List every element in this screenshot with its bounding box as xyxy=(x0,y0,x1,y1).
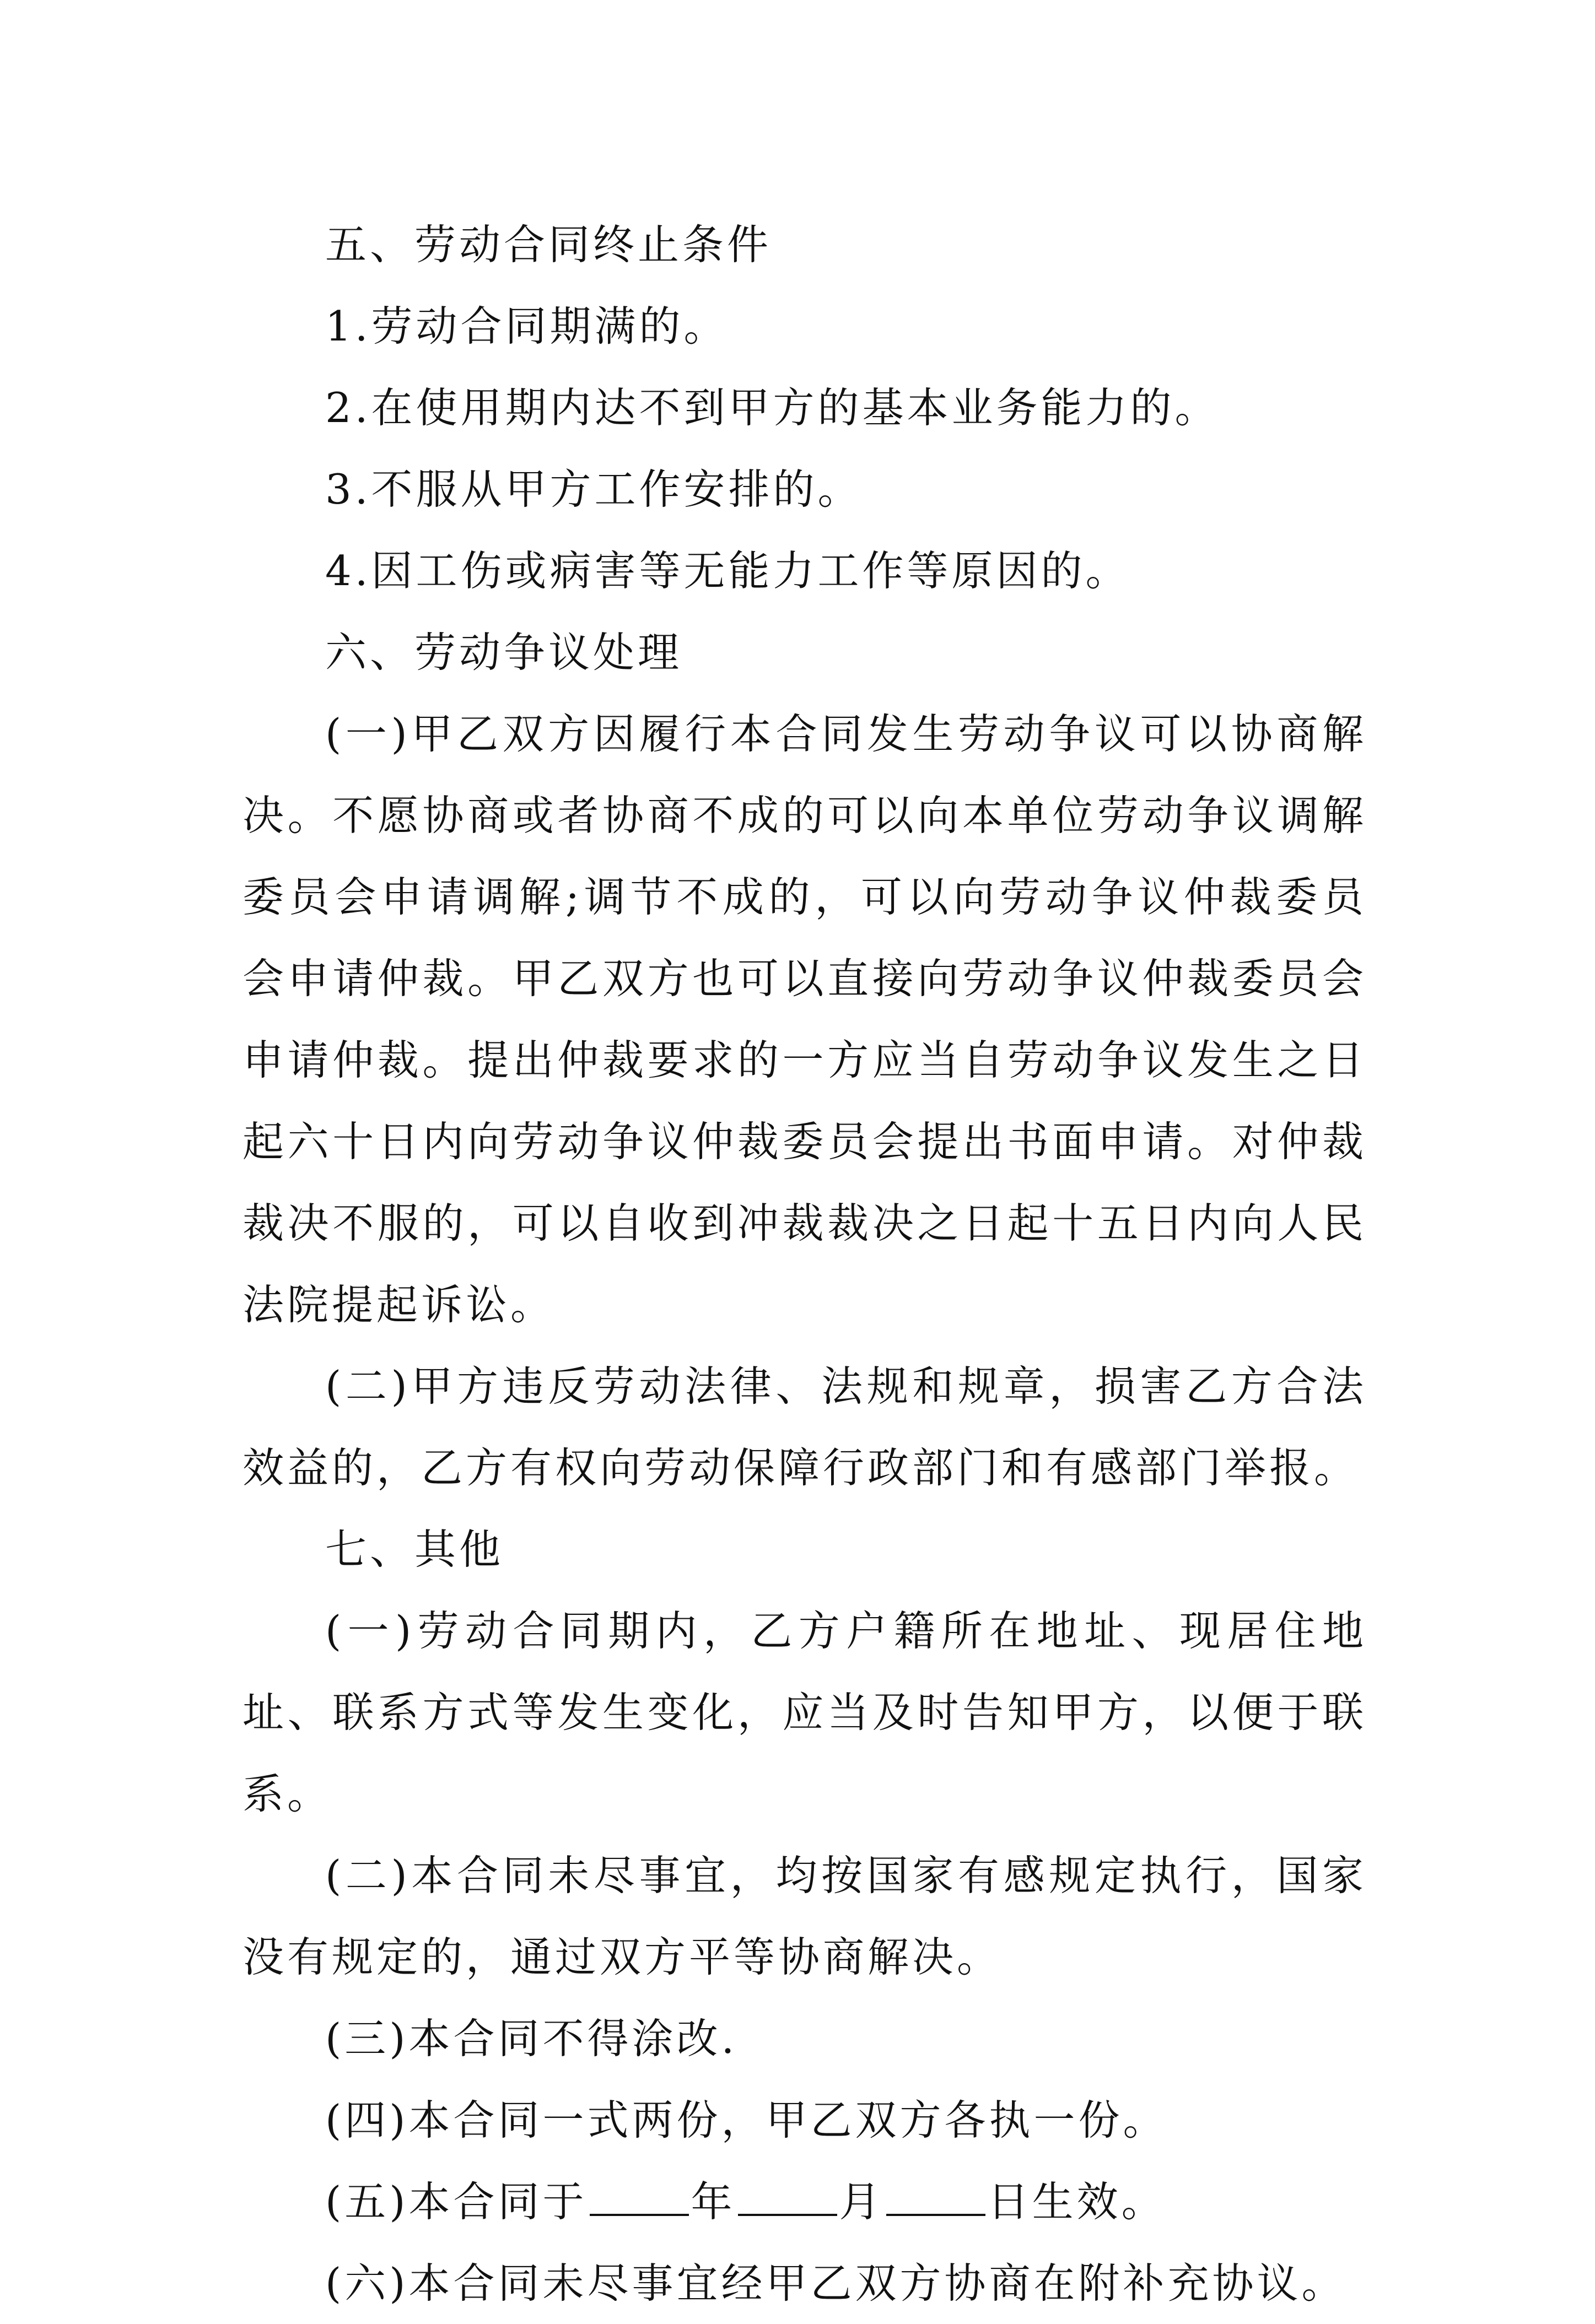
other-paragraph-3: (三)本合同不得涂改. xyxy=(325,2014,738,2063)
effective-prefix: (五)本合同于 xyxy=(325,2177,588,2226)
clause-item-1: 1.劳动合同期满的。 xyxy=(325,302,729,350)
section-heading-other: 七、其他 xyxy=(325,1525,504,1574)
dispute-paragraph-2: (二)甲方违反劳动法律、法规和规章，损害乙方合法效益的，乙方有权向劳动保障行政部门和有感部门举报。 xyxy=(243,1362,1367,1492)
day-label: 日生效。 xyxy=(987,2177,1166,2226)
day-blank xyxy=(886,2175,985,2216)
clause-item-4: 4.因工伤或病害等无能力工作等原因的。 xyxy=(325,547,1130,595)
year-blank xyxy=(590,2175,689,2216)
document-body xyxy=(243,204,1367,2324)
year-label: 年 xyxy=(691,2177,736,2226)
other-paragraph-1: (一)劳动合同期内，乙方户籍所在地址、现居住地址、联系方式等发生变化，应当及时告知甲方，以便于联系。 xyxy=(243,1607,1367,1818)
section-heading-dispute: 六、劳动争议处理 xyxy=(325,628,683,677)
month-label: 月 xyxy=(839,2177,884,2226)
other-paragraph-4: (四)本合同一式两份，甲乙双方各执一份。 xyxy=(325,2096,1168,2144)
clause-item-2: 2.在使用期内达不到甲方的基本业务能力的。 xyxy=(325,383,1220,432)
month-blank xyxy=(738,2175,837,2216)
dispute-paragraph-1: (一)甲乙双方因履行本合同发生劳动争议可以协商解决。不愿协商或者协商不成的可以向本单位劳动争议调解委员会申请调解;调节不成的，可以向劳动争议仲裁委员会申请仲裁。甲乙双方也可以直接向劳动争议仲裁委员会申请仲裁。提出仲裁要求的一方应当自劳动争议发生之日起六十日内向劳动争议仲裁委员会提出书面申请。对仲裁裁决不服的，可以自收到冲裁裁决之日起十五日内向人民法院提起诉讼。 xyxy=(243,710,1367,1329)
other-paragraph-6: (六)本合同未尽事宜经甲乙双方协商在附补充协议。 xyxy=(325,2259,1346,2307)
other-paragraph-2: (二)本合同未尽事宜，均按国家有感规定执行，国家没有规定的，通过双方平等协商解决。 xyxy=(243,1851,1367,1981)
effective-date-clause xyxy=(243,2161,1367,2242)
section-heading-termination: 五、劳动合同终止条件 xyxy=(325,220,772,269)
clause-item-3: 3.不服从甲方工作安排的。 xyxy=(325,465,863,514)
